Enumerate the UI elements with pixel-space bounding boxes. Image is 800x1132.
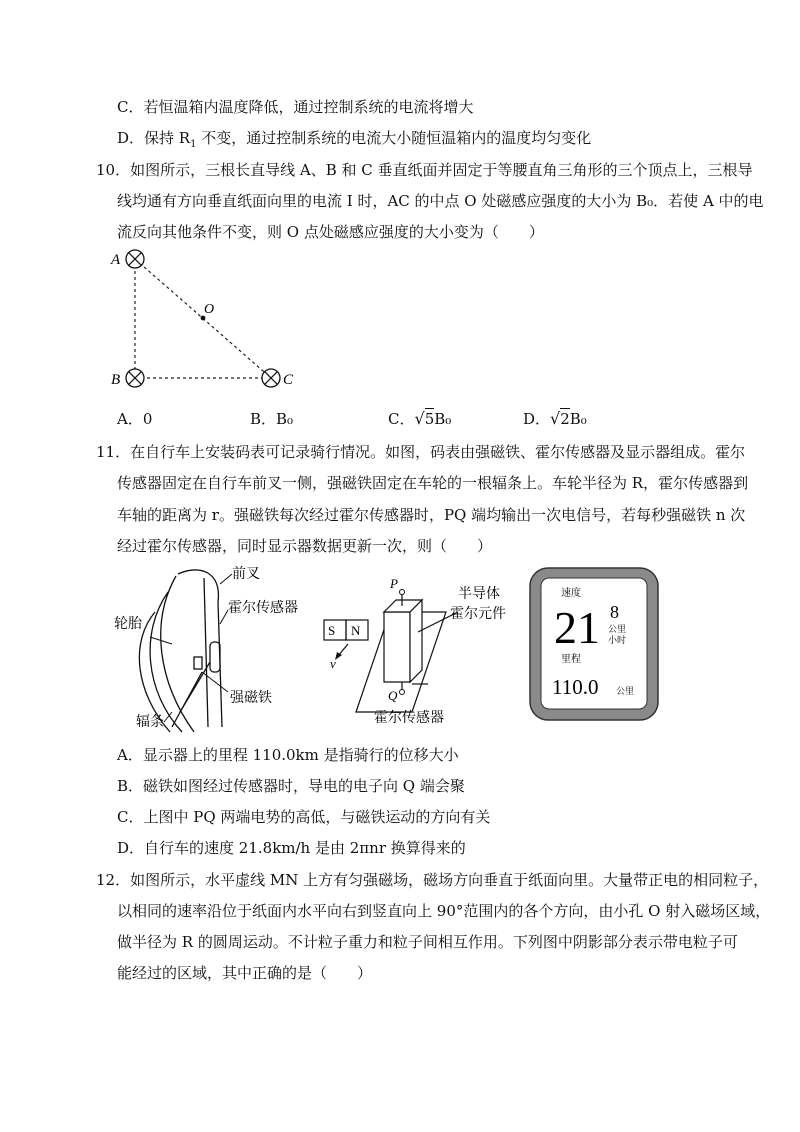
label-semiconductor-1: 半导体	[458, 586, 500, 602]
q11-line-1: 11．在自行车上安装码表可记录骑行情况。如图，码表由强磁铁、霍尔传感器及显示器组成。霍尔	[96, 443, 746, 461]
q9-option-d	[117, 128, 591, 155]
label-p: P	[390, 576, 398, 591]
label-velocity: v	[330, 656, 336, 671]
q12-line-4: 能经过的区域，其中正确的是（ ）	[117, 964, 373, 982]
hall-element-front	[384, 612, 410, 682]
q11-line-4: 经过霍尔传感器，同时显示器数据更新一次，则（ ）	[117, 537, 493, 555]
q11-line-2: 传感器固定在自行车前叉一侧，强磁铁固定在车轮的一根辐条上。车轮半径为 R，霍尔传感器到	[117, 474, 749, 492]
q10-option-c-suffix: B₀	[434, 410, 452, 428]
q12-line-3: 做半径为 R 的圆周运动。不计粒子重力和粒子间相互作用。下列图中阴影部分表示带电粒子可	[117, 933, 738, 951]
leader-sensor	[220, 610, 228, 624]
magnet-box-icon	[194, 657, 202, 669]
display-speed-unit-2: 小时	[608, 636, 627, 646]
q10-option-d-radicand: 2	[560, 410, 570, 428]
display-speed-label: 速度	[561, 588, 581, 599]
label-hall-sensor-bottom: 霍尔传感器	[374, 710, 444, 726]
sensor-box-icon	[210, 642, 220, 672]
label-magnet: 强磁铁	[230, 690, 272, 706]
q10-option-c	[388, 409, 451, 429]
q10-line-1: 10．如图所示，三根长直导线 A、B 和 C 垂直纸面并固定于等腰直角三角形的三个顶点上，三根导	[96, 161, 753, 179]
q12-line-1: 12．如图所示，水平虚线 MN 上方有匀强磁场，磁场方向垂直于纸面向里。大量带正电的相同粒子，	[96, 871, 769, 889]
q9-option-d-pre: D．保持 R	[117, 129, 191, 147]
label-semiconductor-2: 霍尔元件	[450, 606, 506, 622]
q11-option-b: B．磁铁如图经过传感器时，导电的电子向 Q 端会聚	[117, 777, 465, 795]
hall-element-side	[410, 600, 422, 682]
fork-top-line	[178, 570, 218, 602]
q9-option-d-sub: 1	[190, 139, 197, 150]
q10-label-a: A	[111, 252, 121, 268]
bike-wheel-figure	[110, 562, 320, 742]
q10-option-d-prefix: D．	[523, 410, 551, 428]
terminal-q-icon	[400, 690, 405, 695]
display-mileage-unit: 公里	[616, 687, 635, 697]
spoke-line-2	[172, 672, 202, 727]
display-speed-small: 8	[610, 602, 619, 622]
q10-option-c-radicand: 5	[424, 410, 435, 428]
hall-sensor-figure	[318, 572, 518, 732]
q10-line-2: 线均通有方向垂直纸面向里的电流 I 时，AC 的中点 O 处磁感应强度的大小为 B₀．若使 A 中的电	[117, 192, 764, 210]
sqrt-icon: √	[414, 409, 425, 428]
q10-option-a: A．0	[117, 410, 153, 428]
q10-option-b: B．B₀	[250, 410, 294, 428]
q10-option-d	[523, 409, 587, 429]
label-front-fork: 前叉	[232, 566, 260, 582]
q10-line-3: 流反向其他条件不变，则 O 点处磁感应强度的大小变为（ ）	[117, 223, 544, 241]
display-speed-unit-1: 公里	[608, 625, 627, 635]
wire-c-icon	[262, 369, 280, 387]
q10-label-o: O	[204, 302, 215, 317]
q10-label-c: C	[283, 372, 294, 388]
label-spoke: 辐条	[136, 714, 164, 730]
label-q: Q	[388, 688, 398, 703]
label-s-pole: S	[328, 623, 336, 638]
display-mileage-value: 110.0	[552, 675, 599, 699]
label-tire: 轮胎	[114, 616, 142, 632]
q10-option-d-suffix: B₀	[569, 410, 587, 428]
q9-option-d-post: 不变，通过控制系统的电流大小随恒温箱内的温度均匀变化	[196, 129, 592, 147]
q11-option-d: D．自行车的速度 21.8km/h 是由 2πnr 换算得来的	[117, 839, 466, 857]
bike-display-figure	[528, 566, 663, 724]
terminal-p-icon	[400, 590, 405, 595]
q11-option-c: C．上图中 PQ 两端电势的高低，与磁铁运动的方向有关	[117, 808, 491, 826]
sqrt-icon: √	[550, 409, 561, 428]
display-speed-big: 21	[554, 602, 600, 653]
wire-a-icon	[126, 250, 144, 268]
q10-option-c-prefix: C．	[388, 410, 415, 428]
display-mileage-label: 里程	[561, 654, 581, 665]
rim-line	[161, 576, 194, 732]
q10-figure	[100, 242, 310, 397]
wire-b-icon	[126, 369, 144, 387]
label-n-pole: N	[351, 623, 361, 638]
leader-fork	[220, 574, 232, 584]
fork-line-1	[204, 578, 208, 727]
q10-label-b: B	[111, 372, 121, 388]
leader-magnet	[202, 672, 228, 692]
q9-option-c: C．若恒温箱内温度降低，通过控制系统的电流将增大	[117, 98, 474, 116]
q11-line-3: 车轴的距离为 r。强磁铁每次经过霍尔传感器时，PQ 端均输出一次电信号，若每秒强磁铁 n 次	[117, 506, 746, 524]
q12-line-2: 以相同的速率沿位于纸面内水平向右到竖直向上 90°范围内的各个方向，由小孔 O 射入磁场区域，	[117, 902, 771, 920]
q11-option-a: A．显示器上的里程 110.0km 是指骑行的位移大小	[117, 746, 459, 764]
label-hall-sensor: 霍尔传感器	[228, 600, 298, 616]
